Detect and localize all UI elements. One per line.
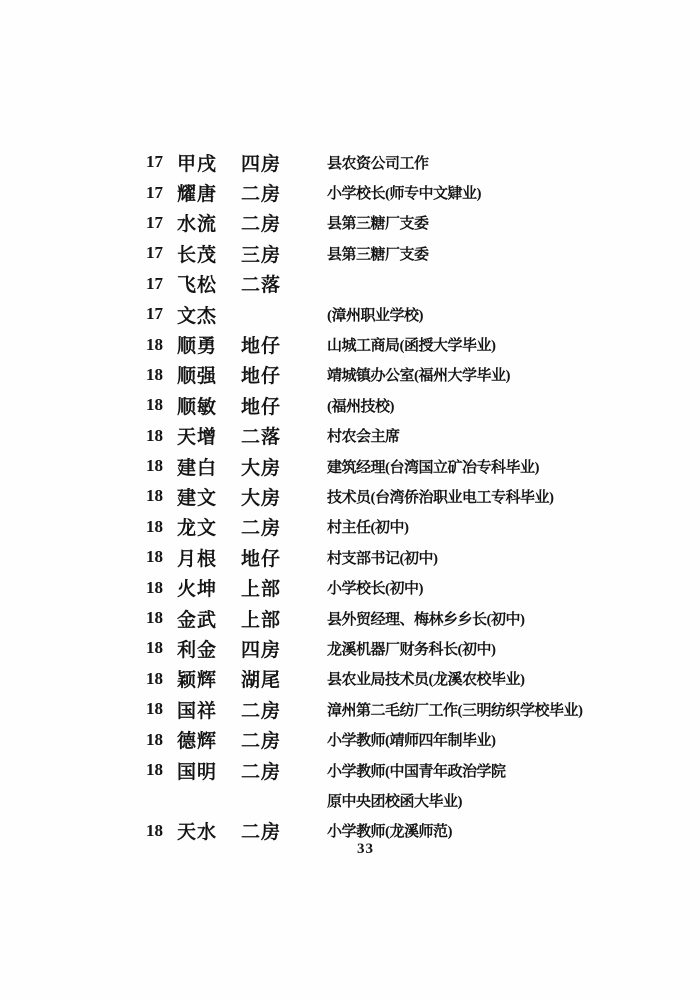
- generation-number: 18: [146, 547, 163, 567]
- occupation-note: 小学教师(龙溪师范): [327, 824, 452, 841]
- occupation-note: 县农业局技术员(龙溪农校毕业): [327, 672, 525, 689]
- person-name: 颖辉: [177, 670, 218, 692]
- table-row: [0, 481, 700, 511]
- person-name: 天增: [177, 427, 218, 449]
- generation-number: 18: [146, 608, 163, 628]
- generation-number: 18: [146, 395, 163, 415]
- generation-number: 18: [146, 425, 163, 445]
- branch-name: 二落: [241, 427, 282, 449]
- person-name: 建文: [177, 487, 218, 509]
- table-row: [0, 421, 700, 451]
- table-row: [0, 269, 700, 299]
- branch-name: 二房: [241, 761, 282, 783]
- branch-name: 地仔: [241, 548, 282, 570]
- occupation-note: 县农资公司工作: [327, 155, 429, 172]
- occupation-note: 县第三糖厂支委: [327, 246, 429, 263]
- person-name: 建白: [177, 457, 218, 479]
- occupation-note: 村农会主席: [327, 429, 400, 446]
- person-name: 文杰: [177, 305, 218, 327]
- generation-number: 18: [146, 638, 163, 658]
- generation-number: 17: [146, 243, 163, 263]
- person-name: 龙文: [177, 518, 218, 540]
- generation-number: 18: [146, 364, 163, 384]
- occupation-note: 小学校长(初中): [327, 581, 423, 598]
- generation-number: 18: [146, 760, 163, 779]
- occupation-note: 县第三糖厂支委: [327, 216, 429, 233]
- table-row: [0, 360, 700, 390]
- generation-number: 17: [146, 212, 163, 232]
- occupation-note: 小学校长(师专中文肄业): [327, 186, 481, 203]
- person-name: 甲戌: [177, 153, 218, 175]
- table-row: [0, 451, 700, 481]
- branch-name: 大房: [241, 457, 282, 479]
- branch-name: 三房: [241, 244, 282, 266]
- branch-name: 二落: [241, 275, 282, 297]
- branch-name: 上部: [241, 609, 282, 631]
- table-row: [0, 603, 700, 633]
- person-name: 顺强: [177, 366, 218, 388]
- generation-number: 18: [146, 334, 163, 354]
- table-row: [0, 694, 700, 724]
- table-row: [0, 177, 700, 207]
- generation-number: 18: [146, 820, 163, 840]
- branch-name: 二房: [241, 518, 282, 540]
- genealogy-table: [0, 147, 700, 846]
- generation-number: 18: [146, 668, 163, 688]
- generation-number: 17: [146, 273, 163, 293]
- generation-number: 18: [146, 486, 163, 506]
- table-row: [0, 238, 700, 268]
- occupation-note: 龙溪机器厂财务科长(初中): [327, 641, 496, 658]
- person-name: 利金: [177, 639, 218, 661]
- generation-number: 17: [146, 304, 163, 324]
- occupation-note: 山城工商局(函授大学毕业): [327, 338, 496, 355]
- person-name: 天水: [177, 822, 218, 844]
- branch-name: 地仔: [241, 366, 282, 388]
- occupation-note: 漳州第二毛纺厂工作(三明纺织学校毕业): [327, 702, 583, 719]
- branch-name: 四房: [241, 153, 282, 175]
- branch-name: 二房: [241, 700, 282, 722]
- generation-number: 17: [146, 182, 163, 202]
- table-row: [0, 329, 700, 359]
- person-name: 顺勇: [177, 336, 218, 358]
- occupation-note: 小学教师(靖师四年制毕业): [327, 733, 496, 750]
- branch-name: 地仔: [241, 336, 282, 358]
- branch-name: 二房: [241, 184, 282, 206]
- generation-number: 17: [146, 152, 163, 172]
- occupation-note: 原中央团校函大毕业): [327, 793, 462, 810]
- table-row: [0, 390, 700, 420]
- occupation-note: (福州技校): [327, 398, 394, 415]
- person-name: 耀唐: [177, 184, 218, 206]
- person-name: 顺敏: [177, 396, 218, 418]
- page-number: 33: [357, 841, 374, 857]
- occupation-note: 建筑经理(台湾国立矿冶专科毕业): [327, 459, 539, 476]
- person-name: 火坤: [177, 579, 218, 601]
- table-row: [0, 147, 700, 177]
- generation-number: 18: [146, 516, 163, 536]
- occupation-note: 小学教师(中国青年政治学院: [327, 763, 506, 780]
- table-row: [0, 724, 700, 754]
- branch-name: 二房: [241, 822, 282, 844]
- generation-number: 18: [146, 577, 163, 597]
- generation-number: 18: [146, 729, 163, 749]
- person-name: 长茂: [177, 244, 218, 266]
- occupation-note: (漳州职业学校): [327, 307, 423, 324]
- generation-number: 18: [146, 456, 163, 476]
- table-row: [0, 816, 700, 846]
- occupation-note: 靖城镇办公室(福州大学毕业): [327, 368, 510, 385]
- person-name: 飞松: [177, 275, 218, 297]
- table-row: [0, 785, 700, 815]
- person-name: 德辉: [177, 731, 218, 753]
- person-name: 月根: [177, 548, 218, 570]
- branch-name: 四房: [241, 639, 282, 661]
- person-name: 金武: [177, 609, 218, 631]
- table-row: [0, 572, 700, 602]
- branch-name: 地仔: [241, 396, 282, 418]
- table-row: [0, 664, 700, 694]
- occupation-note: 技术员(台湾侨治职业电工专科毕业): [327, 489, 554, 506]
- table-row: [0, 633, 700, 663]
- person-name: 国祥: [177, 700, 218, 722]
- branch-name: 湖尾: [241, 670, 282, 692]
- generation-number: 18: [146, 699, 163, 719]
- person-name: 水流: [177, 214, 218, 236]
- table-row: [0, 542, 700, 572]
- person-name: 国明: [177, 761, 218, 783]
- table-row: [0, 755, 700, 785]
- branch-name: 上部: [241, 579, 282, 601]
- branch-name: 二房: [241, 214, 282, 236]
- occupation-note: 村支部书记(初中): [327, 550, 438, 567]
- branch-name: 二房: [241, 731, 282, 753]
- branch-name: 大房: [241, 487, 282, 509]
- occupation-note: 县外贸经理、梅林乡乡长(初中): [327, 611, 525, 628]
- table-row: [0, 299, 700, 329]
- table-row: [0, 512, 700, 542]
- occupation-note: 村主任(初中): [327, 520, 409, 537]
- table-row: [0, 208, 700, 238]
